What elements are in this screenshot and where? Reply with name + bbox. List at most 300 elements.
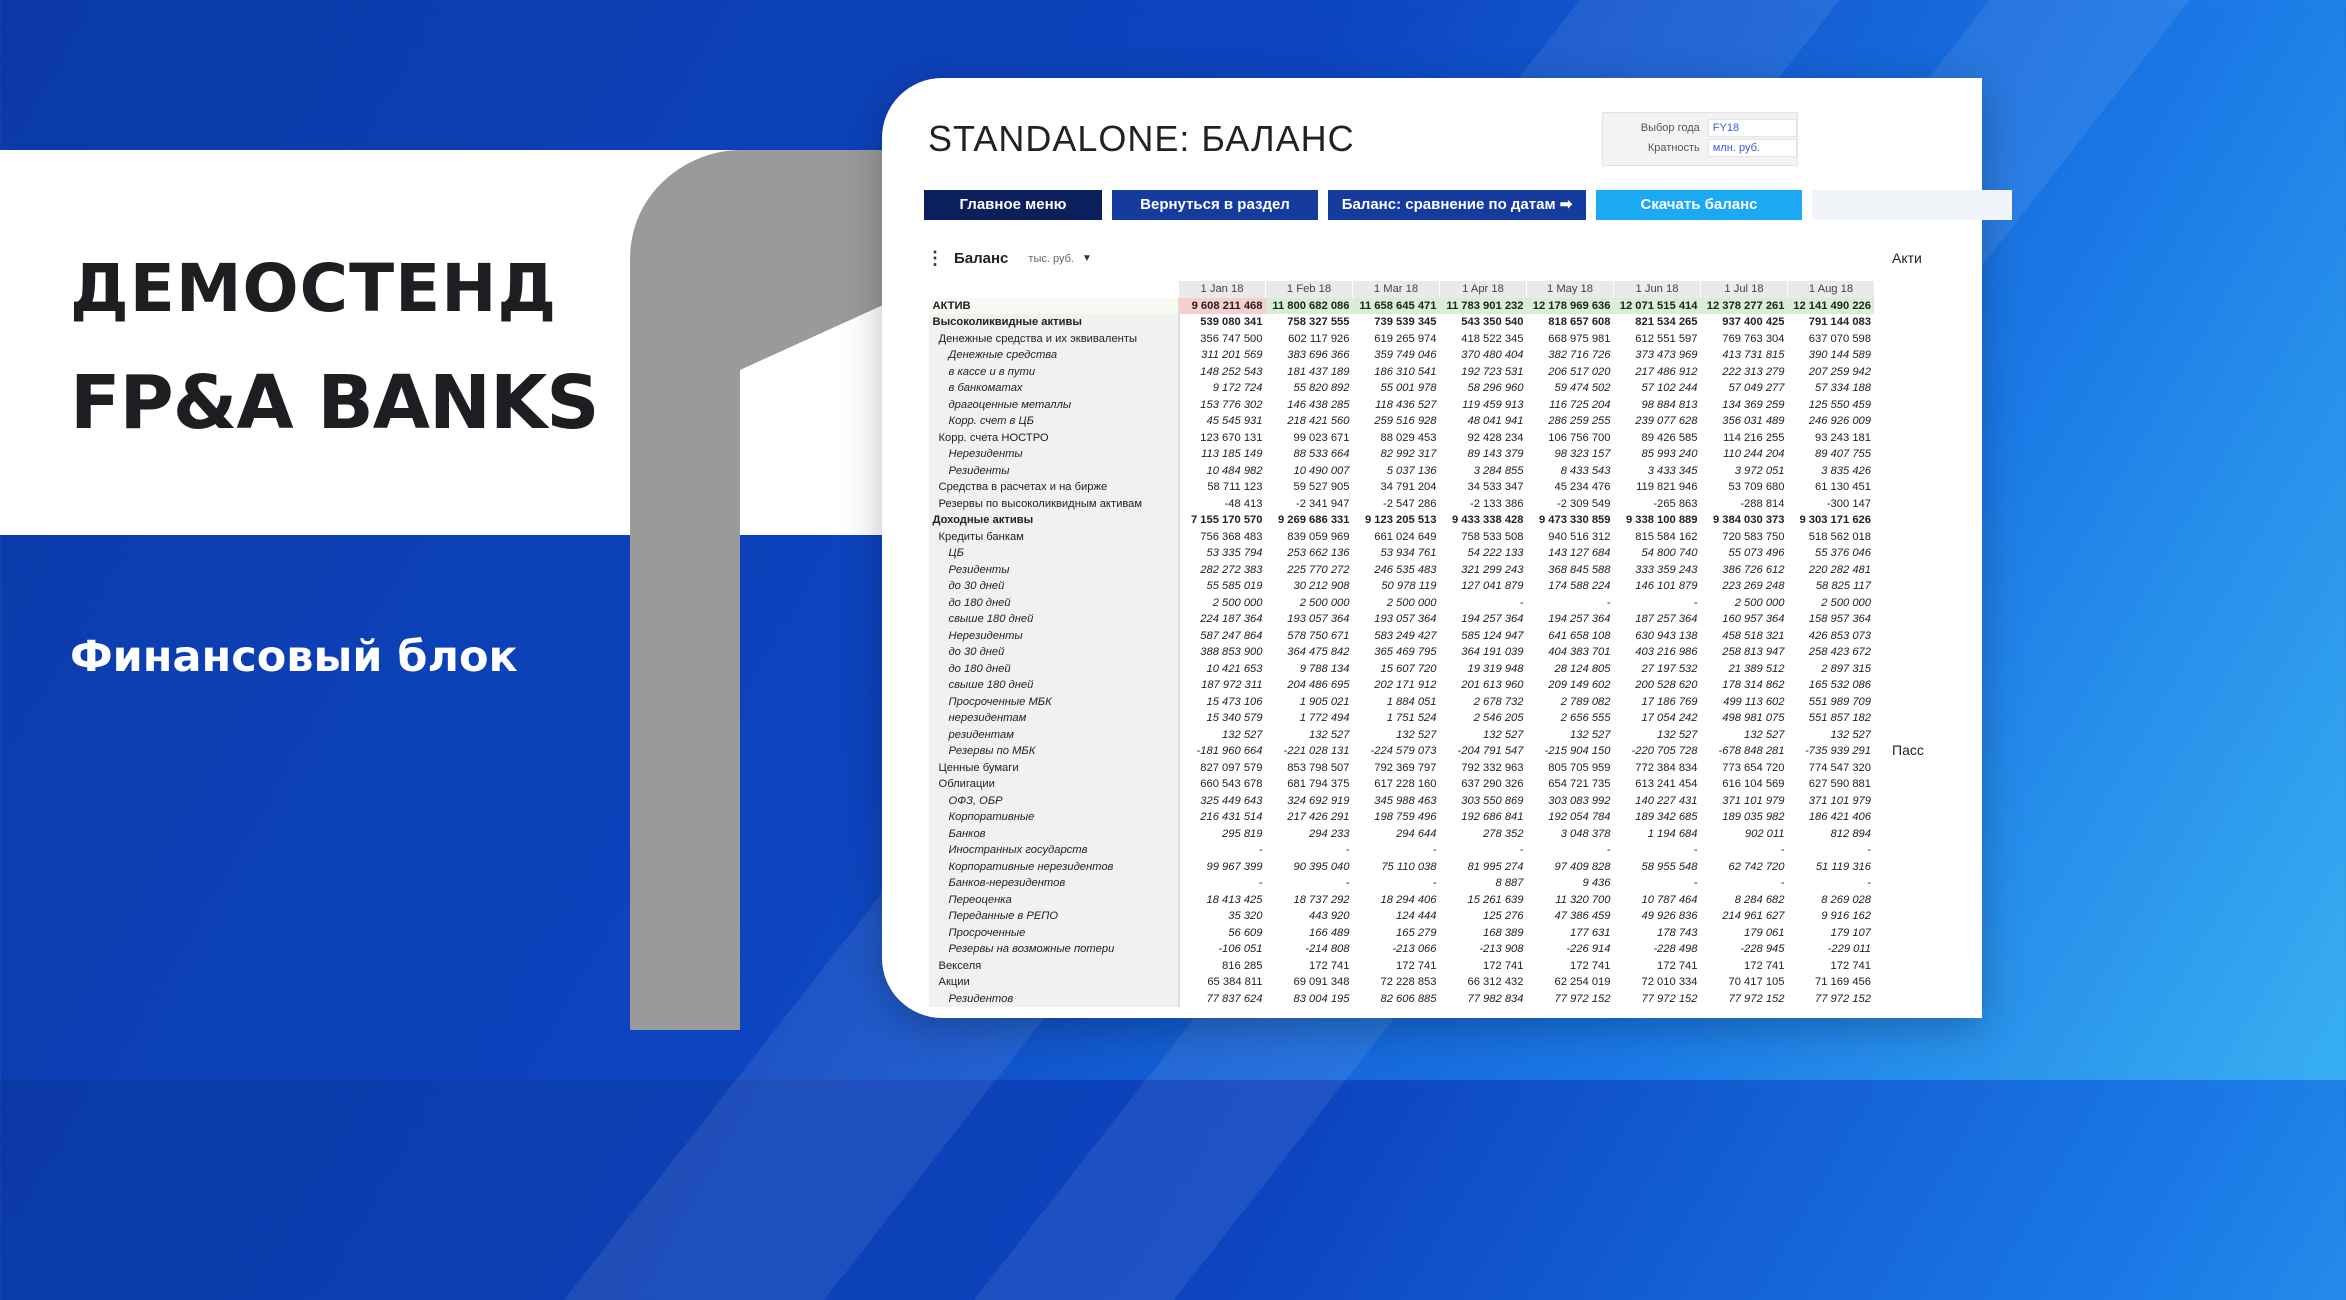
table-cell: 88 029 453: [1380, 431, 1437, 444]
table-cell: 403 216 986: [1635, 646, 1698, 659]
table-cell: 583 249 427: [1374, 629, 1437, 642]
table-cell: 253 662 136: [1287, 547, 1350, 560]
table-cell: -226 914: [1566, 943, 1611, 956]
table-cell: -: [1345, 877, 1350, 890]
table-cell: -48 413: [1224, 497, 1263, 510]
table-row[interactable]: [929, 545, 1875, 562]
table-cell: 77 982 834: [1467, 992, 1524, 1005]
table-row[interactable]: [929, 743, 1875, 760]
table-cell: -300 147: [1826, 497, 1871, 510]
table-cell: -228 945: [1740, 943, 1785, 956]
table-cell: 11 800 682 086: [1266, 298, 1353, 315]
table-cell: 812 894: [1830, 827, 1871, 840]
table-cell: 258 423 672: [1808, 646, 1871, 659]
column-header: 1 Apr 18: [1440, 281, 1527, 298]
year-select[interactable]: FY18: [1708, 119, 1797, 137]
table-cell: 539 080 341: [1200, 316, 1263, 329]
table-cell: 172 741: [1309, 959, 1350, 972]
table-cell: 815 584 162: [1635, 530, 1698, 543]
table-cell: 220 282 481: [1808, 563, 1871, 576]
table-cell: 418 522 345: [1461, 332, 1524, 345]
table-cell: 113 185 149: [1201, 448, 1263, 461]
row-label: АКТИВ: [929, 298, 1179, 315]
table-row[interactable]: [929, 562, 1875, 579]
table-row[interactable]: [929, 974, 1875, 991]
table-row[interactable]: [929, 710, 1875, 727]
table-cell: 132 527: [1657, 728, 1698, 741]
table-cell: 53 934 761: [1380, 547, 1437, 560]
table-cell: 124 444: [1396, 910, 1437, 923]
table-cell: 8 887: [1495, 877, 1524, 890]
back-to-section-button[interactable]: Вернуться в раздел: [1112, 190, 1318, 220]
table-cell: 204 486 695: [1287, 679, 1350, 692]
table-cell: 28 124 805: [1554, 662, 1611, 675]
table-cell: 2 500 000: [1299, 596, 1350, 609]
table-row[interactable]: [929, 941, 1875, 958]
table-row[interactable]: [929, 364, 1875, 381]
table-cell: 2 500 000: [1821, 596, 1871, 609]
table-cell: 45 545 931: [1206, 415, 1263, 428]
table-cell: 303 083 992: [1548, 794, 1611, 807]
table-cell: 66 312 432: [1467, 976, 1524, 989]
table-cell: 8 269 028: [1821, 893, 1871, 906]
table-cell: 119 459 913: [1462, 398, 1524, 411]
table-cell: 602 117 926: [1288, 332, 1350, 345]
table-cell: -2 133 386: [1470, 497, 1524, 510]
table-cell: 55 376 046: [1815, 547, 1871, 560]
table-cell: -213 908: [1479, 943, 1524, 956]
table-cell: 172 741: [1570, 959, 1611, 972]
column-header: 1 Jan 18: [1179, 281, 1266, 298]
row-label: Банков-нерезидентов: [929, 875, 1179, 892]
table-row[interactable]: [929, 529, 1875, 546]
table-cell: 47 386 459: [1554, 910, 1611, 923]
table-cell: -678 848 281: [1718, 745, 1785, 758]
table-cell: 168 389: [1483, 926, 1524, 939]
table-cell: 2 546 205: [1473, 712, 1524, 725]
table-cell: 1 884 051: [1386, 695, 1437, 708]
table-cell: 3 835 426: [1821, 464, 1871, 477]
table-cell: 637 290 326: [1461, 778, 1524, 791]
table-cell: 75 110 038: [1381, 860, 1437, 873]
table-cell: 132 527: [1570, 728, 1611, 741]
table-cell: -: [1780, 877, 1785, 890]
table-cell: -228 498: [1653, 943, 1698, 956]
row-label: до 180 дней: [929, 595, 1179, 612]
table-row[interactable]: [929, 314, 1875, 331]
row-label: Доходные активы: [929, 512, 1179, 529]
table-cell: -: [1780, 844, 1785, 857]
table-cell: 15 340 579: [1206, 712, 1263, 725]
table-cell: 179 107: [1830, 926, 1871, 939]
table-cell: 5 037 136: [1386, 464, 1437, 477]
more-options-icon[interactable]: ⋮: [926, 248, 944, 268]
table-row[interactable]: [929, 331, 1875, 348]
right-section-label: Акти: [1892, 250, 1922, 266]
table-cell: 9 384 030 373: [1712, 514, 1785, 527]
table-cell: 382 716 726: [1548, 349, 1611, 362]
table-cell: 217 486 912: [1635, 365, 1698, 378]
table-cell: 55 073 496: [1728, 547, 1785, 560]
table-cell: 551 857 182: [1808, 712, 1871, 725]
table-cell: 902 011: [1744, 827, 1785, 840]
table-cell: 2 500 000: [1734, 596, 1785, 609]
table-cell: 207 259 942: [1808, 365, 1871, 378]
table-cell: -: [1432, 844, 1437, 857]
table-row[interactable]: [929, 908, 1875, 925]
table-row[interactable]: [929, 446, 1875, 463]
table-cell: 12 378 277 261: [1701, 298, 1788, 315]
table-cell: 198 759 496: [1374, 811, 1437, 824]
table-cell: 386 726 612: [1722, 563, 1785, 576]
table-row[interactable]: [929, 694, 1875, 711]
table-cell: -2 547 286: [1383, 497, 1437, 510]
table-cell: 585 124 947: [1461, 629, 1524, 642]
table-cell: -: [1693, 596, 1698, 609]
table-cell: 58 955 548: [1641, 860, 1698, 873]
row-label: Резиденты: [929, 562, 1179, 579]
table-cell: 681 794 375: [1287, 778, 1350, 791]
table-cell: 739 539 345: [1374, 316, 1437, 329]
table-cell: 816 285: [1222, 959, 1263, 972]
table-cell: 15 261 639: [1467, 893, 1524, 906]
hero-title-line2: FP&A BANKS: [70, 360, 599, 446]
table-cell: 45 234 476: [1554, 481, 1611, 494]
table-cell: 660 543 678: [1200, 778, 1263, 791]
table-row[interactable]: [929, 298, 1875, 315]
table-cell: 58 825 117: [1815, 580, 1871, 593]
table-row[interactable]: [929, 611, 1875, 628]
table-row[interactable]: [929, 380, 1875, 397]
table-row[interactable]: [929, 628, 1875, 645]
table-cell: 364 475 842: [1287, 646, 1350, 659]
table-row[interactable]: [929, 413, 1875, 430]
table-row[interactable]: [929, 430, 1875, 447]
table-cell: -229 011: [1827, 943, 1871, 956]
right-section-label: Пасс: [1892, 742, 1924, 758]
table-cell: 10 787 464: [1641, 893, 1698, 906]
table-cell: 61 130 451: [1815, 481, 1871, 494]
main-menu-button[interactable]: Главное меню: [924, 190, 1102, 220]
table-cell: 359 749 046: [1374, 349, 1437, 362]
table-cell: 9 433 338 428: [1451, 514, 1524, 527]
row-label: ОФЗ, ОБР: [929, 793, 1179, 810]
table-cell: 77 972 152: [1554, 992, 1611, 1005]
table-cell: 56 609: [1228, 926, 1263, 939]
chevron-down-icon[interactable]: ▼: [1081, 253, 1092, 264]
table-cell: 72 010 334: [1641, 976, 1698, 989]
table-cell: 641 658 108: [1548, 629, 1611, 642]
table-cell: 9 303 171 626: [1799, 514, 1871, 527]
table-cell: 321 299 243: [1461, 563, 1524, 576]
column-header: 1 Mar 18: [1353, 281, 1440, 298]
table-cell: 132 527: [1309, 728, 1350, 741]
table-cell: 181 437 189: [1287, 365, 1350, 378]
table-cell: 77 972 152: [1728, 992, 1785, 1005]
table-cell: 209 149 602: [1548, 679, 1611, 692]
table-cell: 356 747 500: [1200, 332, 1263, 345]
table-cell: 940 516 312: [1548, 530, 1611, 543]
table-cell: 1 194 684: [1647, 827, 1698, 840]
table-cell: -: [1432, 877, 1437, 890]
table-cell: 69 091 348: [1293, 976, 1350, 989]
table-cell: -220 705 728: [1631, 745, 1698, 758]
table-cell: 637 070 598: [1808, 332, 1871, 345]
row-label: Кредиты банкам: [929, 529, 1179, 546]
table-cell: 192 723 531: [1461, 365, 1524, 378]
table-row[interactable]: [929, 826, 1875, 843]
table-cell: 125 550 459: [1808, 398, 1871, 411]
table-cell: 21 389 512: [1728, 662, 1785, 675]
table-cell: -265 863: [1653, 497, 1698, 510]
table-row[interactable]: [929, 793, 1875, 810]
table-cell: 119 821 946: [1636, 481, 1698, 494]
table-cell: 370 480 404: [1461, 349, 1524, 362]
table-cell: 839 059 969: [1287, 530, 1350, 543]
table-row[interactable]: [929, 842, 1875, 859]
table-cell: 53 335 794: [1206, 547, 1263, 560]
table-cell: 223 269 248: [1722, 580, 1785, 593]
table-cell: 187 257 364: [1635, 613, 1698, 626]
row-label: свыше 180 дней: [929, 677, 1179, 694]
table-cell: 178 743: [1657, 926, 1698, 939]
row-label: Резервы на возможные потери: [929, 941, 1179, 958]
row-label: Корр. счет в ЦБ: [929, 413, 1179, 430]
table-cell: 2 500 000: [1386, 596, 1437, 609]
row-label: Средства в расчетах и на бирже: [929, 479, 1179, 496]
table-cell: -2 341 947: [1296, 497, 1350, 510]
table-cell: 278 352: [1483, 827, 1524, 840]
table-cell: 1 905 021: [1299, 695, 1350, 708]
table-cell: 286 259 255: [1548, 415, 1611, 428]
table-row[interactable]: [929, 892, 1875, 909]
table-cell: 853 798 507: [1287, 761, 1350, 774]
table-cell: 426 853 073: [1808, 629, 1871, 642]
table-cell: 92 428 234: [1467, 431, 1524, 444]
table-cell: 2 500 000: [1212, 596, 1263, 609]
table-cell: 174 588 224: [1548, 580, 1611, 593]
table-cell: 153 776 302: [1200, 398, 1263, 411]
table-cell: 57 334 188: [1815, 382, 1871, 395]
table-cell: 10 490 007: [1293, 464, 1350, 477]
download-balance-button[interactable]: Скачать баланс: [1596, 190, 1802, 220]
table-cell: 132 527: [1830, 728, 1871, 741]
row-label: Резервы по высоколиквидным активам: [929, 496, 1179, 513]
table-cell: 222 313 279: [1722, 365, 1785, 378]
row-label: свыше 180 дней: [929, 611, 1179, 628]
table-cell: -: [1519, 844, 1524, 857]
table-row[interactable]: [929, 760, 1875, 777]
table-cell: 2 656 555: [1560, 712, 1611, 725]
table-cell: 172 741: [1830, 959, 1871, 972]
table-cell: -: [1606, 844, 1611, 857]
table-cell: 57 102 244: [1641, 382, 1698, 395]
table-cell: 132 527: [1744, 728, 1785, 741]
table-cell: 165 279: [1396, 926, 1437, 939]
table-cell: 937 400 425: [1722, 316, 1785, 329]
table-cell: 118 436 527: [1375, 398, 1437, 411]
table-cell: 172 741: [1744, 959, 1785, 972]
table-cell: 458 518 321: [1722, 629, 1785, 642]
column-header: 1 May 18: [1527, 281, 1614, 298]
dashboard-panel: [882, 78, 1982, 1018]
table-cell: 193 057 364: [1374, 613, 1437, 626]
table-cell: 17 054 242: [1641, 712, 1698, 725]
table-cell: 85 993 240: [1641, 448, 1698, 461]
table-cell: 98 323 157: [1554, 448, 1611, 461]
table-cell: 3 972 051: [1734, 464, 1785, 477]
table-cell: 81 995 274: [1467, 860, 1524, 873]
table-cell: 214 961 627: [1722, 910, 1785, 923]
table-cell: 218 421 560: [1287, 415, 1350, 428]
table-row[interactable]: [929, 479, 1875, 496]
table-cell: 404 383 701: [1548, 646, 1611, 659]
table-cell: 792 369 797: [1374, 761, 1437, 774]
table-cell: 77 972 152: [1641, 992, 1698, 1005]
extra-button[interactable]: [1812, 190, 2012, 220]
row-label: Нерезиденты: [929, 446, 1179, 463]
scale-select-label: Кратность: [1647, 142, 1700, 154]
table-cell: 146 438 285: [1287, 398, 1350, 411]
table-row[interactable]: [929, 644, 1875, 661]
table-cell: 661 024 649: [1374, 530, 1437, 543]
table-cell: 390 144 589: [1808, 349, 1871, 362]
row-label: Банков: [929, 826, 1179, 843]
table-cell: 216 431 514: [1200, 811, 1263, 824]
table-cell: 89 143 379: [1467, 448, 1524, 461]
table-cell: 114 216 255: [1723, 431, 1785, 444]
table-cell: 295 819: [1222, 827, 1263, 840]
table-row[interactable]: [929, 496, 1875, 513]
table-cell: 148 252 543: [1200, 365, 1263, 378]
row-label: Облигации: [929, 776, 1179, 793]
unit-dropdown[interactable]: тыс. руб.: [1028, 252, 1074, 265]
table-cell: 613 241 454: [1635, 778, 1698, 791]
table-row[interactable]: [929, 925, 1875, 942]
table-cell: 239 077 628: [1635, 415, 1698, 428]
table-cell: 55 001 978: [1380, 382, 1437, 395]
table-cell: 18 294 406: [1380, 893, 1437, 906]
scale-select[interactable]: млн. руб.: [1708, 139, 1797, 157]
table-cell: 627 590 881: [1808, 778, 1871, 791]
table-cell: 53 709 680: [1728, 481, 1785, 494]
table-cell: 82 992 317: [1380, 448, 1437, 461]
table-cell: 116 725 204: [1549, 398, 1611, 411]
table-cell: 324 692 919: [1287, 794, 1350, 807]
table-cell: 9 473 330 859: [1538, 514, 1611, 527]
table-cell: 62 254 019: [1554, 976, 1611, 989]
table-cell: 282 272 383: [1200, 563, 1263, 576]
table-cell: 805 705 959: [1548, 761, 1611, 774]
table-cell: 774 547 320: [1808, 761, 1871, 774]
column-header: 1 Aug 18: [1788, 281, 1875, 298]
table-cell: 172 741: [1483, 959, 1524, 972]
row-label: Резервы по МБК: [929, 743, 1179, 760]
table-cell: 9 338 100 889: [1625, 514, 1698, 527]
table-cell: 246 926 009: [1808, 415, 1871, 428]
hero-subtitle: Финансовый блок: [70, 632, 518, 682]
row-label: Высоколиквидные активы: [929, 314, 1179, 331]
table-cell: 123 670 131: [1200, 431, 1263, 444]
table-cell: 89 426 585: [1641, 431, 1698, 444]
table-cell: 11 320 700: [1555, 893, 1611, 906]
table-cell: 3 284 855: [1473, 464, 1524, 477]
table-row[interactable]: [929, 677, 1875, 694]
table-cell: 99 967 399: [1206, 860, 1263, 873]
table-cell: 177 631: [1570, 926, 1611, 939]
table-cell: 9 788 134: [1299, 662, 1350, 675]
table-cell: 356 031 489: [1722, 415, 1785, 428]
table-cell: 9 269 686 331: [1277, 514, 1350, 527]
table-cell: 192 686 841: [1461, 811, 1524, 824]
table-cell: 17 186 769: [1641, 695, 1698, 708]
table-cell: 88 533 664: [1293, 448, 1350, 461]
table-cell: 8 284 682: [1734, 893, 1785, 906]
table-row[interactable]: [929, 578, 1875, 595]
table-row[interactable]: [929, 991, 1875, 1008]
table-cell: 189 035 982: [1722, 811, 1785, 824]
table-cell: 65 384 811: [1207, 976, 1263, 989]
table-row[interactable]: [929, 347, 1875, 364]
table-cell: 9 608 211 468: [1179, 298, 1266, 315]
table-cell: 201 613 960: [1461, 679, 1524, 692]
row-label: Корпоративные нерезидентов: [929, 859, 1179, 876]
table-cell: -221 028 131: [1283, 745, 1350, 758]
table-cell: 58 296 960: [1467, 382, 1524, 395]
table-cell: 15 607 720: [1380, 662, 1437, 675]
row-label: Ценные бумаги: [929, 760, 1179, 777]
table-row[interactable]: [929, 776, 1875, 793]
table-cell: 11 658 645 471: [1353, 298, 1440, 315]
table-row[interactable]: [929, 875, 1875, 892]
table-cell: -2 309 549: [1557, 497, 1611, 510]
table-cell: 371 101 979: [1722, 794, 1785, 807]
table-cell: 543 350 540: [1461, 316, 1524, 329]
table-cell: 57 049 277: [1728, 382, 1785, 395]
table-cell: 15 473 106: [1206, 695, 1263, 708]
row-label: резидентам: [929, 727, 1179, 744]
table-cell: 821 534 265: [1635, 316, 1698, 329]
table-cell: 99 023 671: [1293, 431, 1350, 444]
filter-controls: [1602, 112, 1798, 166]
hero-title-line1: ДЕМОСТЕНД: [70, 250, 558, 327]
table-row[interactable]: [929, 859, 1875, 876]
table-row[interactable]: [929, 958, 1875, 975]
table-row[interactable]: [929, 463, 1875, 480]
table-row[interactable]: [929, 661, 1875, 678]
row-label: Резидентов: [929, 991, 1179, 1008]
table-cell: 617 228 160: [1374, 778, 1437, 791]
row-label: Иностранных государств: [929, 842, 1179, 859]
table-row[interactable]: [929, 512, 1875, 529]
table-row[interactable]: [929, 595, 1875, 612]
table-row[interactable]: [929, 809, 1875, 826]
table-cell: 630 943 138: [1635, 629, 1698, 642]
table-row[interactable]: [929, 397, 1875, 414]
table-cell: 166 489: [1309, 926, 1350, 939]
row-label: Векселя: [929, 958, 1179, 975]
balance-compare-button[interactable]: Баланс: сравнение по датам ➡: [1328, 190, 1586, 220]
table-cell: 2 789 082: [1560, 695, 1611, 708]
table-cell: 619 265 974: [1374, 332, 1437, 345]
table-cell: 48 041 941: [1467, 415, 1524, 428]
table-cell: 55 585 019: [1206, 580, 1263, 593]
table-cell: 818 657 608: [1548, 316, 1611, 329]
table-cell: 200 528 620: [1635, 679, 1698, 692]
table-row[interactable]: [929, 727, 1875, 744]
table-cell: 294 644: [1396, 827, 1437, 840]
table-cell: 294 233: [1309, 827, 1350, 840]
